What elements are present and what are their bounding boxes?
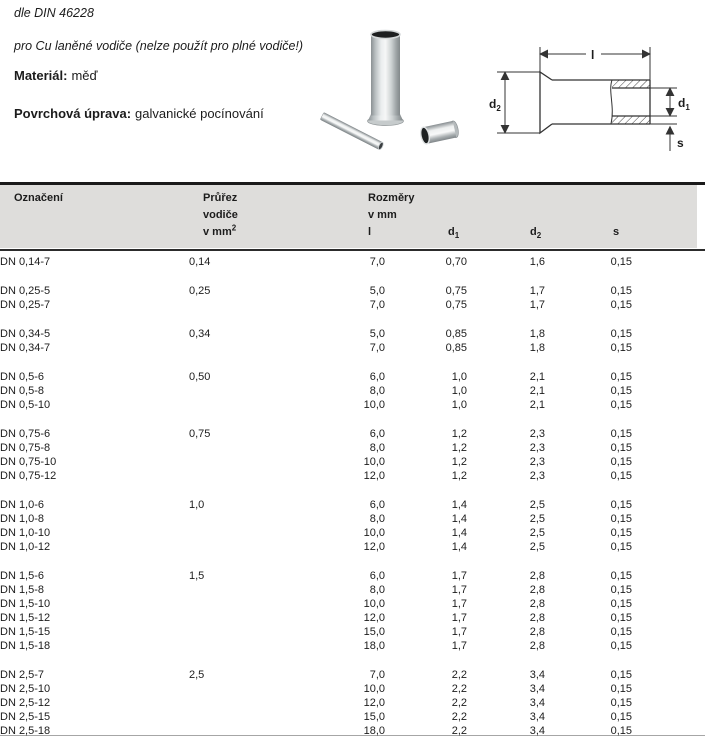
cell-l: 10,0 — [363, 456, 385, 468]
table-row — [0, 469, 705, 483]
cell-d1: 1,7 — [451, 584, 467, 596]
cell-d1: 1,0 — [451, 371, 467, 383]
cell-filler — [632, 710, 705, 724]
cell-designation: DN 0,75-6 — [0, 428, 51, 440]
surface-label: Povrchová úprava: — [14, 106, 132, 121]
cell-l: 6,0 — [369, 428, 385, 440]
cell-d2: 2,8 — [529, 626, 545, 638]
cell-d2: 1,8 — [529, 342, 545, 354]
cell-designation: DN 0,75-10 — [0, 456, 57, 468]
cell-cross-section — [189, 611, 355, 625]
table-row — [0, 682, 705, 696]
cell-s: 0,15 — [610, 371, 632, 383]
cell-d2: 1,6 — [529, 256, 545, 268]
table-row — [0, 298, 705, 312]
cell-s: 0,15 — [610, 669, 632, 681]
cell-d1: 2,2 — [451, 669, 467, 681]
cell-cross-section — [189, 526, 355, 540]
cell-s: 0,15 — [610, 612, 632, 624]
cell-s: 0,15 — [610, 299, 632, 311]
cell-cross-section — [189, 455, 355, 469]
cell-l: 6,0 — [369, 499, 385, 511]
cell-d2: 2,1 — [529, 385, 545, 397]
cell-s: 0,15 — [610, 499, 632, 511]
cell-d1: 0,85 — [445, 328, 467, 340]
cell-designation: DN 2,5-18 — [0, 725, 51, 737]
cell-l: 6,0 — [369, 371, 385, 383]
cell-designation: DN 1,5-12 — [0, 612, 51, 624]
diagram-label-d2: $d_2$ — [489, 97, 501, 113]
standard-reference: dle DIN 46228 — [14, 6, 94, 20]
cell-l: 18,0 — [363, 640, 385, 652]
cell-d1: 1,7 — [451, 640, 467, 652]
ferrule-table-body — [0, 255, 705, 738]
cell-cross-section — [189, 639, 355, 653]
table-header-band — [0, 185, 697, 248]
col-header-cross-section-line1: Průřez — [203, 192, 238, 204]
diagram-label-s: s — [677, 136, 684, 150]
cell-d2: 2,3 — [529, 428, 545, 440]
cell-filler — [632, 441, 705, 455]
cell-designation: DN 1,0-8 — [0, 513, 45, 525]
table-row — [0, 611, 705, 625]
cell-designation: DN 0,75-12 — [0, 470, 57, 482]
cell-l: 7,0 — [369, 299, 385, 311]
cell-s: 0,15 — [610, 541, 632, 553]
cell-designation: DN 2,5-7 — [0, 669, 45, 681]
table-row — [0, 483, 705, 512]
cell-d1: 1,4 — [451, 499, 467, 511]
cell-l: 15,0 — [363, 626, 385, 638]
col-header-dimensions-line2: v mm — [368, 209, 397, 221]
cell-cross-section: 0,50 — [189, 371, 211, 383]
cell-cross-section — [189, 398, 355, 412]
cell-designation: DN 0,75-8 — [0, 442, 51, 454]
cell-d2: 2,8 — [529, 598, 545, 610]
cell-s: 0,15 — [610, 683, 632, 695]
cell-filler — [632, 412, 705, 441]
col-header-l: l — [368, 226, 372, 238]
cell-d2: 1,8 — [529, 328, 545, 340]
cell-filler — [632, 625, 705, 639]
col-header-d2: $d_2$ — [530, 226, 542, 241]
cell-d1: 0,70 — [445, 256, 467, 268]
cell-designation: DN 0,25-7 — [0, 299, 51, 311]
cell-d1: 0,75 — [445, 299, 467, 311]
wall-hatch-bottom — [612, 116, 650, 124]
cell-d1: 2,2 — [451, 711, 467, 723]
cell-cross-section — [189, 540, 355, 554]
wall-hatch-top — [612, 80, 650, 88]
table-row — [0, 554, 705, 583]
dimension-diagram — [485, 30, 705, 160]
cell-filler — [632, 384, 705, 398]
cell-d2: 2,5 — [529, 499, 545, 511]
surface-value: galvanické pocínování — [135, 106, 264, 121]
cell-d2: 3,4 — [529, 725, 545, 737]
cell-d1: 2,2 — [451, 725, 467, 737]
cell-d2: 3,4 — [529, 697, 545, 709]
cell-filler — [632, 355, 705, 384]
cell-d2: 2,3 — [529, 442, 545, 454]
cell-d2: 2,1 — [529, 371, 545, 383]
cell-d2: 2,8 — [529, 570, 545, 582]
cell-cross-section: 0,75 — [189, 428, 211, 440]
cell-cross-section — [189, 696, 355, 710]
cell-filler — [632, 255, 705, 269]
cell-filler — [632, 724, 705, 738]
cell-s: 0,15 — [610, 711, 632, 723]
table-row — [0, 597, 705, 611]
cell-l: 15,0 — [363, 711, 385, 723]
product-photo — [318, 20, 468, 152]
cell-l: 5,0 — [369, 285, 385, 297]
cell-cross-section — [189, 384, 355, 398]
cell-designation: DN 0,5-10 — [0, 399, 51, 411]
col-header-cross-section-line3: v $mm^2$ — [203, 223, 237, 238]
diagram-label-d1: $d_1$ — [678, 96, 690, 112]
cell-cross-section — [189, 441, 355, 455]
cell-l: 10,0 — [363, 399, 385, 411]
cell-s: 0,15 — [610, 342, 632, 354]
cell-d2: 3,4 — [529, 683, 545, 695]
cell-d2: 2,1 — [529, 399, 545, 411]
cell-l: 12,0 — [363, 541, 385, 553]
cell-s: 0,15 — [610, 640, 632, 652]
cell-s: 0,15 — [610, 328, 632, 340]
cell-designation: DN 2,5-15 — [0, 711, 51, 723]
cell-l: 8,0 — [369, 385, 385, 397]
col-header-designation: Označení — [14, 192, 63, 204]
ferrule-table — [0, 255, 705, 738]
cell-d1: 1,4 — [451, 541, 467, 553]
cell-filler — [632, 512, 705, 526]
cell-filler — [632, 583, 705, 597]
col-header-d1: $d_1$ — [448, 226, 460, 241]
cell-cross-section: 1,5 — [189, 570, 205, 582]
cell-cross-section — [189, 512, 355, 526]
cell-cross-section — [189, 682, 355, 696]
cell-filler — [632, 639, 705, 653]
cell-l: 5,0 — [369, 328, 385, 340]
cell-d1: 1,7 — [451, 598, 467, 610]
cell-designation: DN 0,14-7 — [0, 256, 51, 268]
cell-d1: 1,0 — [451, 385, 467, 397]
usage-note: pro Cu laněné vodiče (nelze použít pro plné vodiče!) — [14, 39, 304, 53]
cell-cross-section: 2,5 — [189, 669, 205, 681]
cell-cross-section: 0,34 — [189, 328, 211, 340]
col-header-dimensions-line1: Rozměry — [368, 192, 415, 204]
table-row — [0, 355, 705, 384]
table-row — [0, 398, 705, 412]
cell-designation: DN 2,5-10 — [0, 683, 51, 695]
cell-s: 0,15 — [610, 626, 632, 638]
large-ferrule-image — [368, 31, 404, 126]
cell-cross-section — [189, 469, 355, 483]
cell-d1: 1,2 — [451, 470, 467, 482]
cell-s: 0,15 — [610, 399, 632, 411]
cell-d2: 2,8 — [529, 640, 545, 652]
diagram-label-l: l — [591, 48, 595, 62]
table-row — [0, 455, 705, 469]
cell-designation: DN 1,5-8 — [0, 584, 45, 596]
cell-d1: 1,7 — [451, 570, 467, 582]
cell-cross-section — [189, 710, 355, 724]
table-row — [0, 724, 705, 738]
material-value: měď — [71, 68, 98, 83]
cell-d1: 1,4 — [451, 513, 467, 525]
cell-s: 0,15 — [610, 470, 632, 482]
cell-s: 0,15 — [610, 385, 632, 397]
table-row — [0, 255, 705, 269]
cell-s: 0,15 — [610, 256, 632, 268]
cell-filler — [632, 611, 705, 625]
cell-filler — [632, 682, 705, 696]
cell-designation: DN 0,34-5 — [0, 328, 51, 340]
cell-l: 8,0 — [369, 584, 385, 596]
cell-filler — [632, 341, 705, 355]
cell-cross-section — [189, 298, 355, 312]
cell-cross-section: 0,14 — [189, 256, 211, 268]
cell-l: 8,0 — [369, 513, 385, 525]
cell-l: 10,0 — [363, 683, 385, 695]
cell-cross-section: 0,25 — [189, 285, 211, 297]
cell-s: 0,15 — [610, 285, 632, 297]
cell-d2: 2,5 — [529, 527, 545, 539]
cell-l: 12,0 — [363, 612, 385, 624]
cell-designation: DN 1,5-18 — [0, 640, 51, 652]
short-ferrule-image — [419, 120, 459, 144]
cell-filler — [632, 269, 705, 298]
cell-s: 0,15 — [610, 598, 632, 610]
table-row — [0, 441, 705, 455]
cell-l: 10,0 — [363, 527, 385, 539]
col-header-s: s — [613, 226, 620, 238]
table-row — [0, 384, 705, 398]
cell-d1: 1,7 — [451, 612, 467, 624]
table-row — [0, 653, 705, 682]
cell-d2: 2,3 — [529, 470, 545, 482]
table-row — [0, 269, 705, 298]
cell-filler — [632, 526, 705, 540]
cell-designation: DN 2,5-12 — [0, 697, 51, 709]
cell-d1: 0,85 — [445, 342, 467, 354]
table-row — [0, 710, 705, 724]
cell-l: 12,0 — [363, 470, 385, 482]
cell-cross-section: 1,0 — [189, 499, 205, 511]
table-row — [0, 512, 705, 526]
cell-l: 8,0 — [369, 442, 385, 454]
cell-d1: 1,2 — [451, 428, 467, 440]
cell-cross-section — [189, 724, 355, 738]
cell-d1: 1,4 — [451, 527, 467, 539]
cell-cross-section — [189, 583, 355, 597]
cell-cross-section — [189, 625, 355, 639]
cell-designation: DN 1,0-6 — [0, 499, 45, 511]
cell-d2: 2,3 — [529, 456, 545, 468]
cell-designation: DN 0,34-7 — [0, 342, 51, 354]
cell-d1: 0,75 — [445, 285, 467, 297]
cell-d1: 2,2 — [451, 683, 467, 695]
cell-l: 10,0 — [363, 598, 385, 610]
cell-d1: 1,7 — [451, 626, 467, 638]
cell-designation: DN 1,5-10 — [0, 598, 51, 610]
cell-d2: 1,7 — [529, 285, 545, 297]
cell-d2: 2,5 — [529, 513, 545, 525]
cell-filler — [632, 455, 705, 469]
cell-designation: DN 1,0-12 — [0, 541, 51, 553]
table-row — [0, 341, 705, 355]
cell-filler — [632, 483, 705, 512]
cell-filler — [632, 653, 705, 682]
table-row — [0, 412, 705, 441]
cell-s: 0,15 — [610, 527, 632, 539]
cell-designation: DN 0,25-5 — [0, 285, 51, 297]
cell-d2: 1,7 — [529, 299, 545, 311]
cell-designation: DN 0,5-8 — [0, 385, 45, 397]
cell-s: 0,15 — [610, 725, 632, 737]
cell-filler — [632, 597, 705, 611]
cell-s: 0,15 — [610, 428, 632, 440]
cell-filler — [632, 554, 705, 583]
cell-filler — [632, 312, 705, 341]
cell-filler — [632, 696, 705, 710]
cell-s: 0,15 — [610, 442, 632, 454]
cell-designation: DN 1,0-10 — [0, 527, 51, 539]
cell-s: 0,15 — [610, 513, 632, 525]
cell-filler — [632, 298, 705, 312]
cell-d2: 2,5 — [529, 541, 545, 553]
cell-l: 7,0 — [369, 669, 385, 681]
cell-designation: DN 0,5-6 — [0, 371, 45, 383]
cell-designation: DN 1,5-15 — [0, 626, 51, 638]
table-row — [0, 526, 705, 540]
table-row — [0, 625, 705, 639]
cell-d1: 1,2 — [451, 442, 467, 454]
table-row — [0, 312, 705, 341]
cell-d2: 2,8 — [529, 612, 545, 624]
cell-s: 0,15 — [610, 697, 632, 709]
surface-line — [14, 106, 264, 121]
col-header-cross-section-line2: vodiče — [203, 209, 238, 221]
table-header-rule — [0, 249, 705, 251]
table-row — [0, 540, 705, 554]
table-row — [0, 639, 705, 653]
cell-cross-section — [189, 597, 355, 611]
cell-s: 0,15 — [610, 570, 632, 582]
cell-d1: 2,2 — [451, 697, 467, 709]
cell-designation: DN 1,5-6 — [0, 570, 45, 582]
cell-filler — [632, 469, 705, 483]
cell-d1: 1,2 — [451, 456, 467, 468]
table-row — [0, 583, 705, 597]
cell-filler — [632, 398, 705, 412]
material-line — [14, 68, 98, 83]
cell-d2: 3,4 — [529, 669, 545, 681]
cell-d2: 3,4 — [529, 711, 545, 723]
cell-s: 0,15 — [610, 584, 632, 596]
cell-d1: 1,0 — [451, 399, 467, 411]
cell-l: 6,0 — [369, 570, 385, 582]
material-label: Materiál: — [14, 68, 68, 83]
cell-l: 7,0 — [369, 256, 385, 268]
cell-l: 12,0 — [363, 697, 385, 709]
cell-l: 18,0 — [363, 725, 385, 737]
cell-filler — [632, 540, 705, 554]
cell-l: 7,0 — [369, 342, 385, 354]
cell-d2: 2,8 — [529, 584, 545, 596]
cell-cross-section — [189, 341, 355, 355]
table-row — [0, 696, 705, 710]
cell-s: 0,15 — [610, 456, 632, 468]
